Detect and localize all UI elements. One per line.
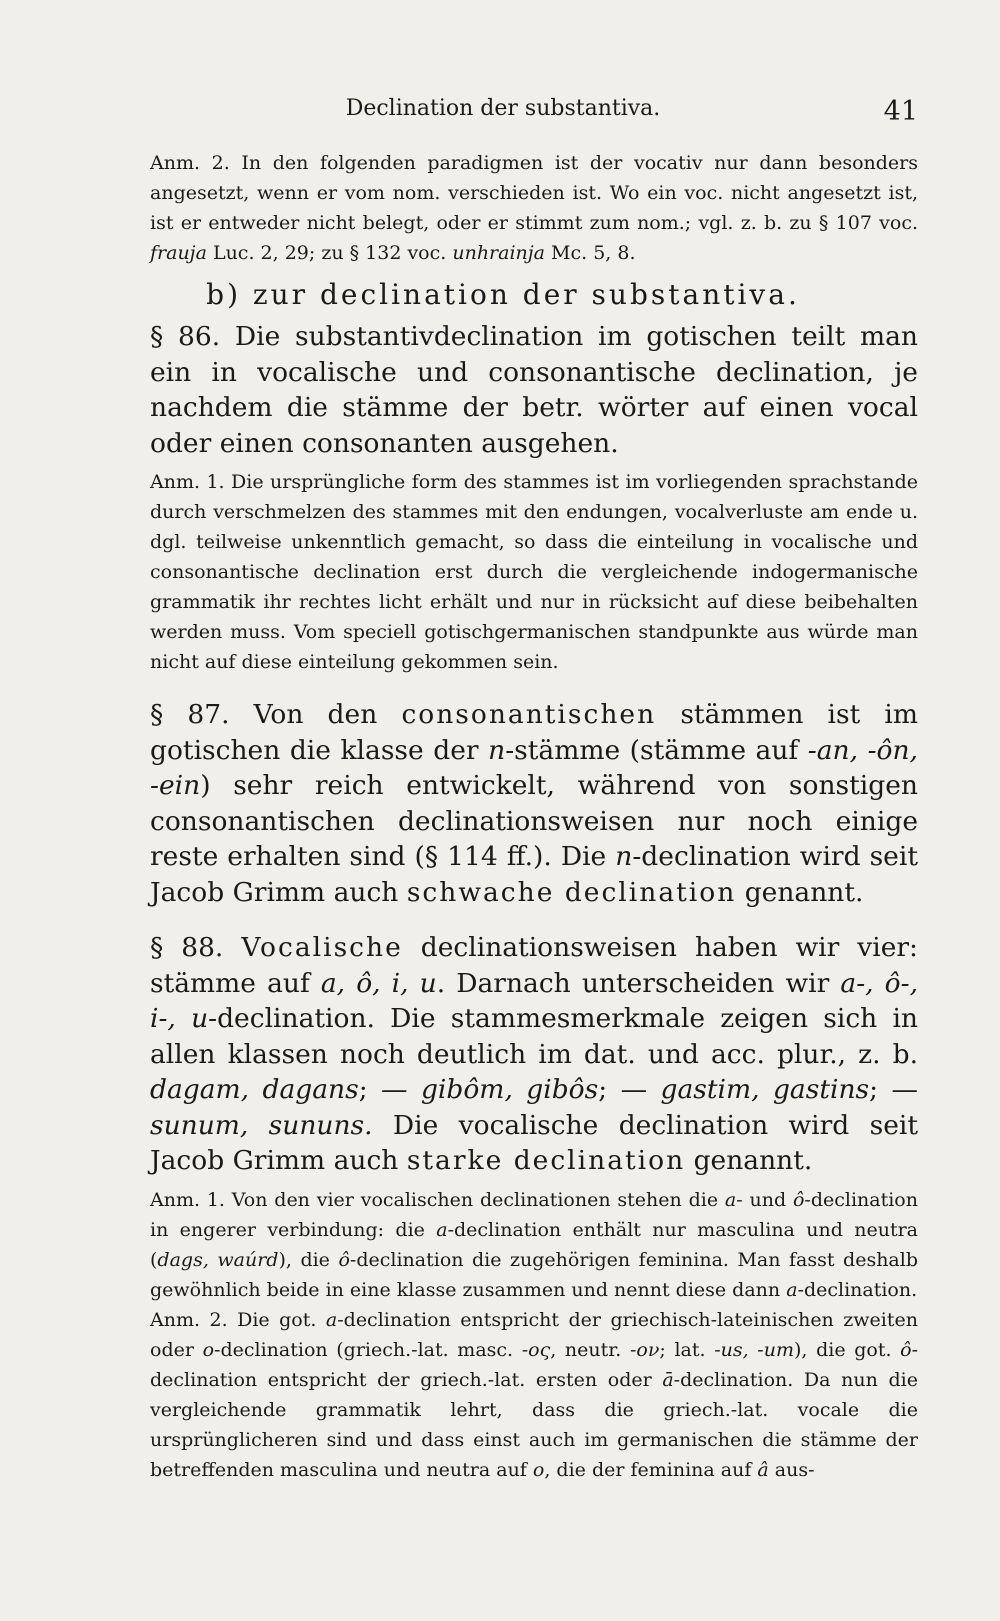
section-86-anmerkung-1: Anm. 1. Die ursprüngliche form des stammes ist im vorliegenden sprachstande durch verschmelzen des stammes mit den endungen, vocalverluste am ende u. dgl. teilweise unkenntlich gemacht, so dass die einteilung in vocalische und consonantische declination erst durch die vergleichende indogermanische grammatik ihr rechtes licht erhält und nur in rücksicht auf diese beibehalten werden muss. Vom speciell gotischgermanischen standpunkte aus würde man nicht auf diese einteilung gekommen sein. [150, 471, 918, 673]
page-header [88, 96, 918, 136]
anmerkung-2-vocativ: Anm. 2. In den folgenden paradigmen ist der vocativ nur dann besonders angesetzt, wenn er vom nom. verschieden ist. Wo ein voc. nicht angesetzt ist, ist er entweder nicht belegt, oder er stimmt zum nom.; vgl. z. b. zu § 107 voc. frauja Luc. 2, 29; zu § 132 voc. unhrainja Mc. 5, 8. [150, 152, 918, 264]
page-body [88, 148, 918, 1485]
section-87: § 87. Von den consonantischen stämmen ist im gotischen die klasse der n-stämme (stämme auf -an, -ôn, -ein) sehr reich entwickelt, während von sonstigen consonantischen declinationsweisen nur noch einige reste erhalten sind (§ 114 ff.). Die n-declination wird seit Jacob Grimm auch schwache declination genannt. [150, 699, 918, 908]
section-88-anmerkung-1: Anm. 1. Von den vier vocalischen declinationen stehen die a- und ô-declination in engerer verbindung: die a-declination enthält nur masculina und neutra (dags, waúrd), die ô-declination die zugehörigen feminina. Man fasst deshalb gewöhnlich beide in eine klasse zusammen und nennt diese dann a-declination. [150, 1188, 918, 1301]
running-title: Declination der substantiva. [345, 96, 661, 121]
section-88: § 88. Vocalische declinationsweisen haben wir vier: stämme auf a, ô, i, u. Darnach unterscheiden wir a-, ô-, i-, u-declination. Die stammesmerkmale zeigen sich in allen klassen noch deutlich im dat. und acc. plur., z. b. dagam, dagans; — gibôm, gibôs; — gastim, gastins; — sunum, sununs. Die vocalische declination wird seit Jacob Grimm auch starke declination genannt. [150, 932, 918, 1176]
subheading: b) zur declination der substantiva. [206, 278, 800, 311]
page-number: 41 [883, 96, 918, 127]
section-88-anmerkung-2: Anm. 2. Die got. a-declination entspricht der griechisch-lateinischen zweiten oder o-declination (griech.-lat. masc. -ος, neutr. -ον; lat. -us, -um), die got. ô-declination entspricht der griech.-lat. ersten oder ā-declination. Da nun die vergleichende grammatik lehrt, dass die griech.-lat. vocale die ursprünglicheren sind und dass einst auch im germanischen die stämme der betreffenden masculina und neutra auf o, die der feminina auf â aus- [150, 1308, 919, 1481]
section-86: § 86. Die substantivdeclination im gotischen teilt man ein in vocalische und consonantische declination, je nachdem die stämme der betr. wörter auf einen vocal oder einen consonanten ausgehen. [150, 321, 918, 459]
